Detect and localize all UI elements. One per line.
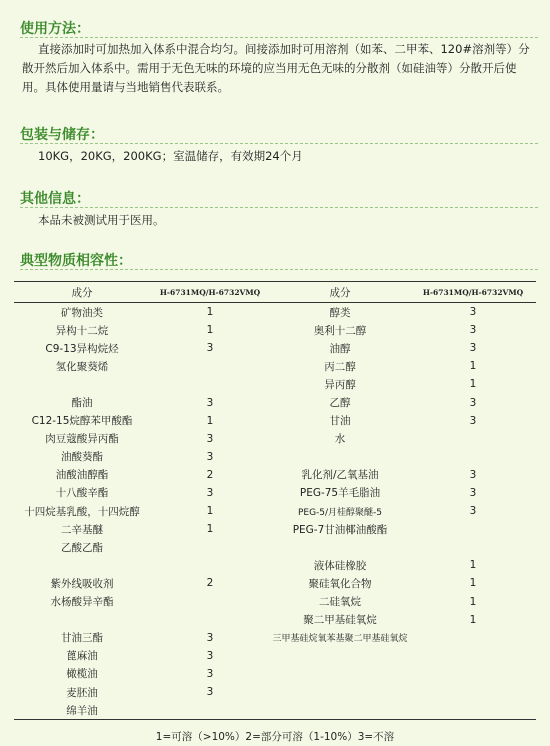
value-left: 1 [206, 306, 214, 319]
table-row [14, 375, 536, 393]
component-right: 三甲基硅烷氧苯基聚二甲基硅氧烷 [272, 634, 408, 645]
component-left: 紫外线吸收剂 [50, 577, 114, 590]
value-left: 1 [206, 505, 214, 518]
compat-title: 典型物质相容性： [20, 253, 132, 269]
table-row [14, 321, 536, 339]
table-row [14, 520, 536, 538]
table-row [14, 502, 536, 520]
component-left: 甘油三酯 [61, 632, 103, 645]
value-right [410, 665, 536, 683]
component-right: 异丙醇 [324, 378, 356, 391]
component-left: 酯油 [71, 397, 93, 410]
component-left: C12-15烷醇苯甲酸酯 [31, 415, 133, 428]
component-left: 十八酸辛酯 [55, 487, 109, 500]
component-left: 蓖麻油 [66, 650, 98, 663]
value-left: 1 [206, 414, 214, 427]
compat-divider [20, 269, 538, 270]
component-left: 油酸油醇酯 [55, 469, 109, 482]
header-component-right: 成分 [270, 282, 410, 303]
table-row [14, 593, 536, 611]
other-text: 本品未被测试用于医用。 [38, 213, 165, 227]
table-row [14, 683, 536, 701]
value-left: 3 [206, 342, 214, 355]
value-right: 3 [469, 396, 477, 409]
component-left: 水杨酸异辛酯 [50, 596, 114, 609]
component-right: 聚硅氧化合物 [308, 577, 372, 590]
table-row [14, 556, 536, 574]
value-left: 3 [206, 396, 214, 409]
usage-divider [20, 37, 538, 38]
value-right: 1 [469, 378, 477, 391]
value-right [410, 520, 536, 538]
component-right [270, 538, 410, 556]
component-left: 橄榄油 [66, 668, 98, 681]
packaging-text: 10KG，20KG，200KG；室温储存，有效期24个月 [38, 149, 303, 163]
value-left [150, 357, 270, 375]
value-left [150, 611, 270, 629]
table-row [14, 357, 536, 375]
component-right [270, 665, 410, 683]
value-right: 3 [469, 505, 477, 518]
component-left: 绵羊油 [14, 701, 150, 720]
value-right: 3 [469, 468, 477, 481]
value-left [150, 701, 270, 720]
table-row [14, 629, 536, 647]
usage-title: 使用方法： [20, 21, 90, 37]
component-left: 矿物油类 [61, 306, 103, 319]
table-row [14, 393, 536, 411]
other-divider [20, 207, 538, 208]
component-right: 丙二醇 [324, 360, 356, 373]
component-right: PEG-5/月桂醇聚醚-5 [297, 507, 383, 518]
component-right: 二硅氧烷 [319, 596, 361, 609]
value-right: 3 [469, 342, 477, 355]
component-left: 肉豆蔻酸异丙酯 [45, 433, 119, 446]
component-right: 甘油 [329, 415, 351, 428]
table-row [14, 303, 536, 322]
component-left [14, 556, 150, 574]
value-right: 3 [469, 324, 477, 337]
value-left [150, 593, 270, 611]
component-left: 二辛基醚 [61, 523, 103, 536]
value-left: 3 [206, 486, 214, 499]
table-row [14, 412, 536, 430]
header-component-left: 成分 [14, 282, 150, 303]
value-right: 1 [469, 360, 477, 373]
other-title: 其他信息： [20, 191, 90, 207]
component-right: 液体硅橡胶 [313, 559, 367, 572]
value-left: 2 [206, 577, 214, 590]
table-row [14, 430, 536, 448]
value-right: 1 [469, 595, 477, 608]
usage-text: 直接添加时可加热加入体系中混合均匀。间接添加时可用溶剂（如苯、二甲苯、120#溶剂等）分散开然后加入体系中。需用于无色无味的环境的应当用无色无味的分散剂（如硅油等）分散开后使用。具体使用量请与当地销售代表联系。 [22, 42, 530, 94]
value-left: 1 [206, 523, 214, 536]
component-right: 奥利十二醇 [313, 324, 367, 337]
value-left [150, 375, 270, 393]
component-left: C9-13异构烷烃 [45, 342, 119, 355]
value-left: 3 [206, 631, 214, 644]
packaging-divider [20, 143, 538, 144]
component-right: 油醇 [329, 342, 351, 355]
value-right [410, 448, 536, 466]
component-right [270, 683, 410, 701]
component-right: 水 [334, 433, 346, 446]
value-left [150, 556, 270, 574]
value-left [150, 538, 270, 556]
value-right [410, 647, 536, 665]
component-right [270, 647, 410, 665]
table-row [14, 466, 536, 484]
value-right [410, 629, 536, 647]
component-left: 乙酸乙酯 [61, 541, 103, 554]
compatibility-table [14, 281, 536, 720]
value-right [410, 683, 536, 701]
table-row [14, 339, 536, 357]
table-row [14, 701, 536, 720]
component-left [14, 375, 150, 393]
value-left: 3 [206, 649, 214, 662]
value-right [410, 430, 536, 448]
table-row [14, 611, 536, 629]
component-right: 乳化剂/乙氧基油 [301, 469, 379, 482]
table-row [14, 538, 536, 556]
component-right: PEG-75羊毛脂油 [299, 487, 381, 500]
value-right: 3 [469, 306, 477, 319]
header-code-right: H-6731MQ/H-6732VMQ [410, 282, 536, 303]
value-right [410, 538, 536, 556]
header-code-left: H-6731MQ/H-6732VMQ [150, 282, 270, 303]
packaging-title: 包装与储存： [20, 127, 104, 143]
value-right: 3 [469, 414, 477, 427]
component-left: 异构十二烷 [55, 324, 109, 337]
table-row [14, 484, 536, 502]
component-right: 乙醇 [329, 397, 351, 410]
component-right [270, 701, 410, 720]
table-body [14, 303, 536, 720]
value-left: 3 [206, 667, 214, 680]
compat-legend: 1=可溶（>10%）2=部分可溶（1-10%）3=不溶 [155, 731, 395, 743]
table-row [14, 448, 536, 466]
value-right: 3 [469, 486, 477, 499]
value-right: 1 [469, 559, 477, 572]
component-left: 十四烷基乳酸，十四烷醇 [24, 505, 140, 518]
value-left: 2 [206, 468, 214, 481]
table-row [14, 665, 536, 683]
component-left: 麦胚油 [66, 686, 98, 699]
component-right: 聚二甲基硅氧烷 [303, 614, 377, 627]
value-left: 3 [206, 432, 214, 445]
component-right: 醇类 [329, 306, 351, 319]
table-header-row [14, 282, 536, 303]
component-left: 油酸葵酯 [61, 451, 103, 464]
component-left: 氢化聚葵烯 [55, 360, 109, 373]
table-row [14, 647, 536, 665]
value-right: 1 [469, 613, 477, 626]
table-row [14, 574, 536, 592]
value-left: 3 [206, 450, 214, 463]
value-left: 3 [206, 686, 214, 699]
component-right: PEG-7甘油椰油酸酯 [292, 523, 388, 536]
value-right [410, 701, 536, 720]
component-right [270, 448, 410, 466]
component-left [14, 611, 150, 629]
value-left: 1 [206, 324, 214, 337]
value-right: 1 [469, 577, 477, 590]
